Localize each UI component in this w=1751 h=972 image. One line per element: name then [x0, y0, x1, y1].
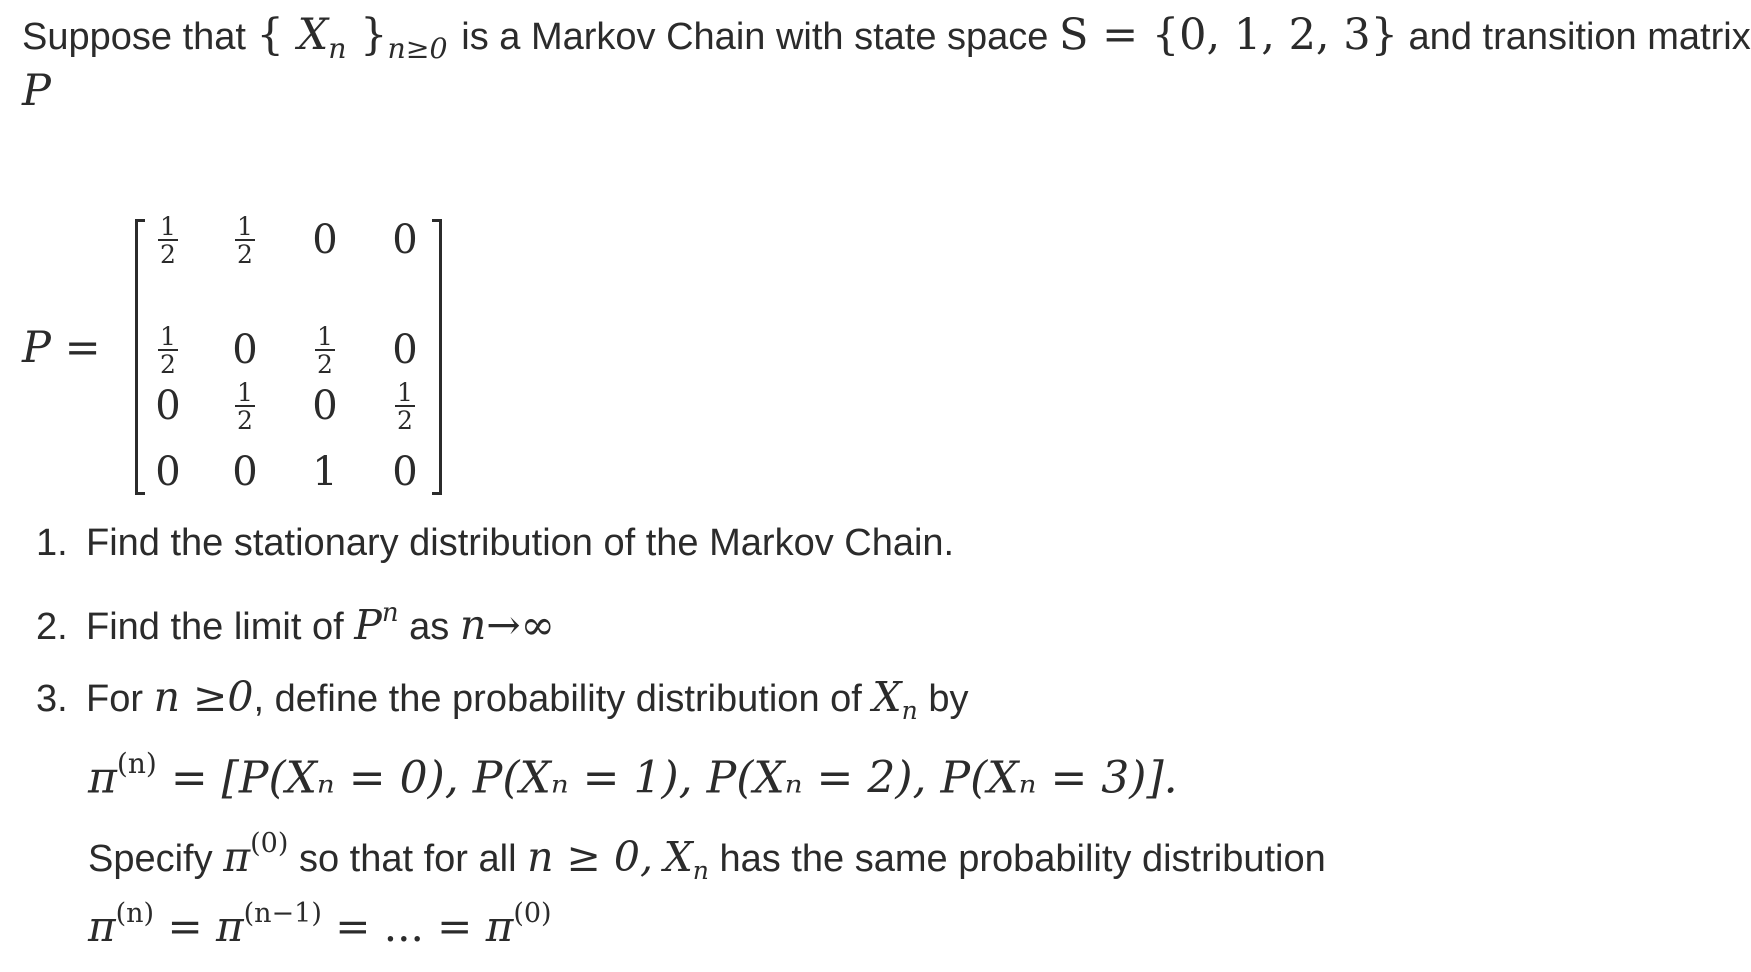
- pi-definition: [88, 747, 1178, 804]
- state-space: S = {0, 1, 2, 3}: [1059, 10, 1398, 60]
- question-2: [36, 598, 555, 650]
- pi-definition-rhs: = [P(Xₙ = 0), P(Xₙ = 1), P(Xₙ = 2), P(Xₙ = 3)].: [170, 752, 1178, 804]
- question-1: [36, 524, 954, 562]
- matrix-cell: [220, 214, 270, 267]
- matrix-cell: 0: [392, 449, 418, 495]
- x-variable: X: [872, 673, 902, 721]
- matrix-cell: [300, 324, 350, 377]
- pi-superscript: (n): [115, 898, 155, 929]
- question-text: Find the stationary distribution of the Markov Chain.: [86, 522, 955, 564]
- x-subscript: n: [692, 855, 709, 885]
- question-number: 3.: [36, 678, 68, 720]
- pi-symbol: π: [223, 832, 251, 881]
- matrix-cell: 0: [312, 217, 338, 263]
- pi-symbol: π: [485, 901, 514, 951]
- matrix-cell: 0: [232, 327, 258, 373]
- matrix-cell: 0: [312, 383, 338, 429]
- question-text-by: by: [928, 678, 969, 720]
- intro-text-transition: and transition matrix: [1408, 16, 1751, 58]
- matrix-cell: [380, 380, 430, 433]
- intro-text-markov: is a Markov Chain with state space: [461, 16, 1049, 58]
- matrix-cell: 1: [312, 449, 338, 495]
- question-number: 1.: [36, 522, 68, 564]
- question-text-for: For: [86, 678, 143, 720]
- matrix-right-bracket: [432, 219, 442, 495]
- open-brace: {: [256, 10, 284, 60]
- pi-superscript: (n): [116, 747, 157, 780]
- fraction-one-half: $\frac{1}{2}$: [160, 212, 176, 269]
- matrix-label: P =: [22, 323, 101, 373]
- pi-symbol: π: [216, 901, 244, 951]
- matrix-cell: [220, 380, 270, 433]
- fraction-one-half: $\frac{1}{2}$: [397, 378, 413, 435]
- pi-symbol: π: [88, 901, 116, 951]
- x-variable: X: [663, 832, 693, 881]
- close-brace: }: [360, 10, 388, 60]
- x-subscript: n: [328, 32, 347, 66]
- specify-line: [88, 830, 1326, 883]
- specify-text-same: has the same probability distribution: [719, 837, 1326, 880]
- condition-expression: n ≥ 0,: [527, 832, 654, 881]
- index-subscript: n≥0: [387, 32, 448, 66]
- question-number: 2.: [36, 606, 68, 649]
- limit-expression: n→∞: [459, 601, 555, 650]
- matrix-cell: [143, 324, 193, 377]
- matrix-cell: 0: [392, 327, 418, 373]
- x-variable: X: [297, 10, 329, 60]
- x-subscript: n: [901, 696, 918, 726]
- sequence-notation: [256, 10, 462, 66]
- matrix-cell: 0: [155, 449, 181, 495]
- condition-expression: n ≥0: [153, 673, 254, 721]
- pi-symbol: π: [88, 752, 117, 804]
- p-symbol: P: [354, 601, 382, 650]
- matrix-cell: [143, 214, 193, 267]
- pi-superscript: (0): [250, 828, 289, 859]
- p-superscript: n: [381, 598, 399, 628]
- fraction-one-half: $\frac{1}{2}$: [237, 378, 253, 435]
- question-text: Find the limit of: [86, 606, 344, 649]
- matrix-cell: 0: [155, 383, 181, 429]
- specify-text: Specify: [88, 837, 213, 880]
- intro-text-suppose: Suppose that: [22, 16, 246, 58]
- p-symbol: P: [22, 66, 51, 116]
- matrix-cell: 0: [232, 449, 258, 495]
- pi-superscript: (n−1): [243, 898, 322, 929]
- pi-chain: [88, 898, 552, 951]
- fraction-one-half: $\frac{1}{2}$: [237, 212, 253, 269]
- question-3: [36, 673, 969, 726]
- question-text-as: as: [409, 606, 450, 649]
- ellipsis-equals: = ... =: [335, 901, 473, 951]
- equals-sign: =: [167, 901, 203, 951]
- fraction-one-half: $\frac{1}{2}$: [317, 322, 333, 379]
- matrix-cell: 0: [392, 217, 418, 263]
- specify-text-forall: so that for all: [298, 837, 517, 880]
- problem-intro: [22, 10, 1751, 66]
- pi-superscript: (0): [513, 898, 552, 929]
- fraction-one-half: $\frac{1}{2}$: [160, 322, 176, 379]
- question-text-define: , define the probability distribution of: [253, 678, 862, 720]
